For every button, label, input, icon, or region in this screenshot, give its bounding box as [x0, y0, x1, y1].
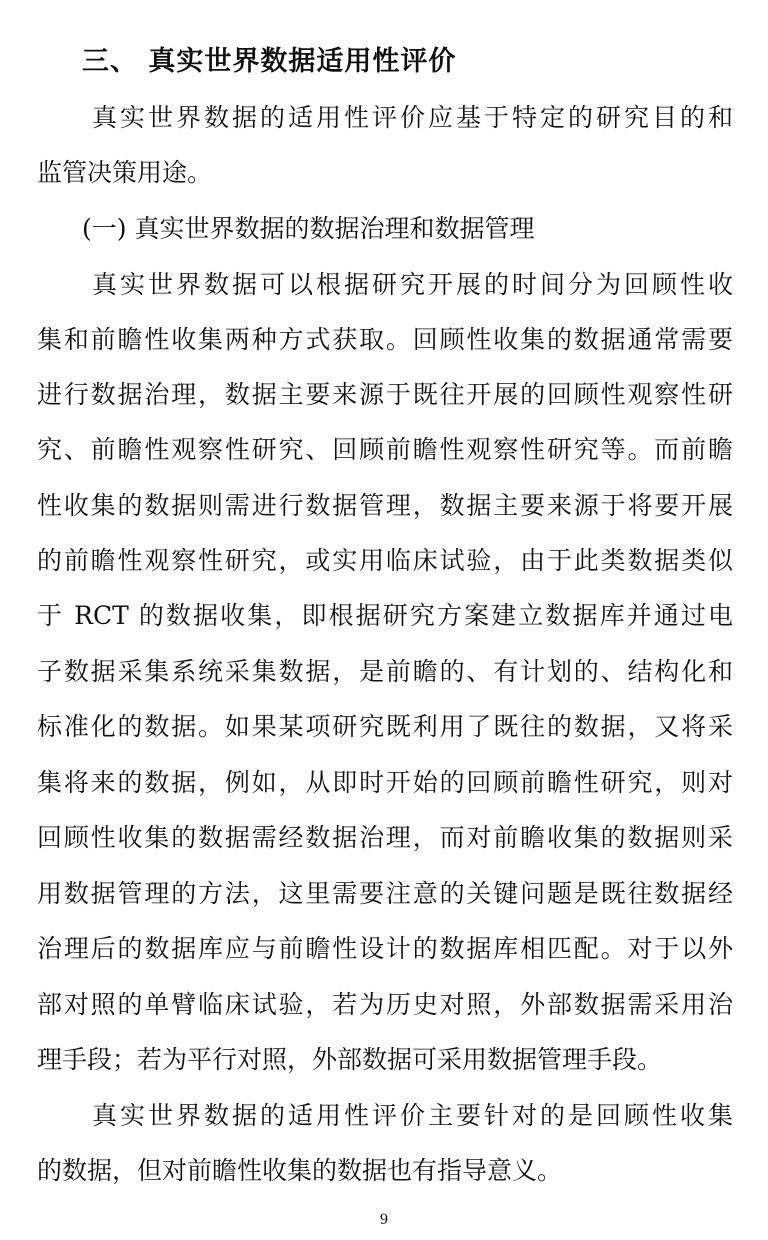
subsection-heading: (一) 真实世界数据的数据治理和数据管理: [82, 214, 535, 243]
body-line-5: 性收集的数据则需进行数据管理，数据主要来源于将要开展: [37, 491, 733, 520]
body-line-4: 究、前瞻性观察性研究、回顾前瞻性观察性研究等。而前瞻: [37, 435, 733, 464]
body-line-7: 于 RCT 的数据收集，即根据研究方案建立数据库并通过电: [37, 601, 733, 630]
body-line-8: 子数据采集系统采集数据，是前瞻的、有计划的、结构化和: [37, 657, 733, 686]
body-line-11: 回顾性收集的数据需经数据治理，而对前瞻收集的数据则采: [37, 823, 733, 852]
body-line-1: 真实世界数据可以根据研究开展的时间分为回顾性收: [92, 270, 733, 299]
body-line-2: 集和前瞻性收集两种方式获取。回顾性收集的数据通常需要: [37, 325, 733, 354]
closing-line-2: 的数据，但对前瞻性收集的数据也有指导意义。: [37, 1156, 563, 1185]
intro-line-2: 监管决策用途。: [37, 158, 213, 187]
page-number: 9: [380, 1211, 388, 1228]
body-line-9: 标准化的数据。如果某项研究既利用了既往的数据，又将采: [37, 712, 733, 741]
body-line-10: 集将来的数据，例如，从即时开始的回顾前瞻性研究，则对: [37, 768, 733, 797]
closing-line-1: 真实世界数据的适用性评价主要针对的是回顾性收集: [92, 1101, 733, 1130]
body-line-14: 部对照的单臂临床试验，若为历史对照，外部数据需采用治: [37, 990, 733, 1019]
section-heading: 三、 真实世界数据适用性评价: [82, 46, 457, 77]
intro-line-1: 真实世界数据的适用性评价应基于特定的研究目的和: [92, 103, 733, 132]
body-line-13: 治理后的数据库应与前瞻性设计的数据库相匹配。对于以外: [37, 934, 733, 963]
body-line-6: 的前瞻性观察性研究，或实用临床试验，由于此类数据类似: [37, 546, 733, 575]
body-line-15: 理手段；若为平行对照，外部数据可采用数据管理手段。: [37, 1045, 663, 1074]
body-line-3: 进行数据治理，数据主要来源于既往开展的回顾性观察性研: [37, 380, 733, 409]
body-line-12: 用数据管理的方法，这里需要注意的关键问题是既往数据经: [37, 879, 733, 908]
